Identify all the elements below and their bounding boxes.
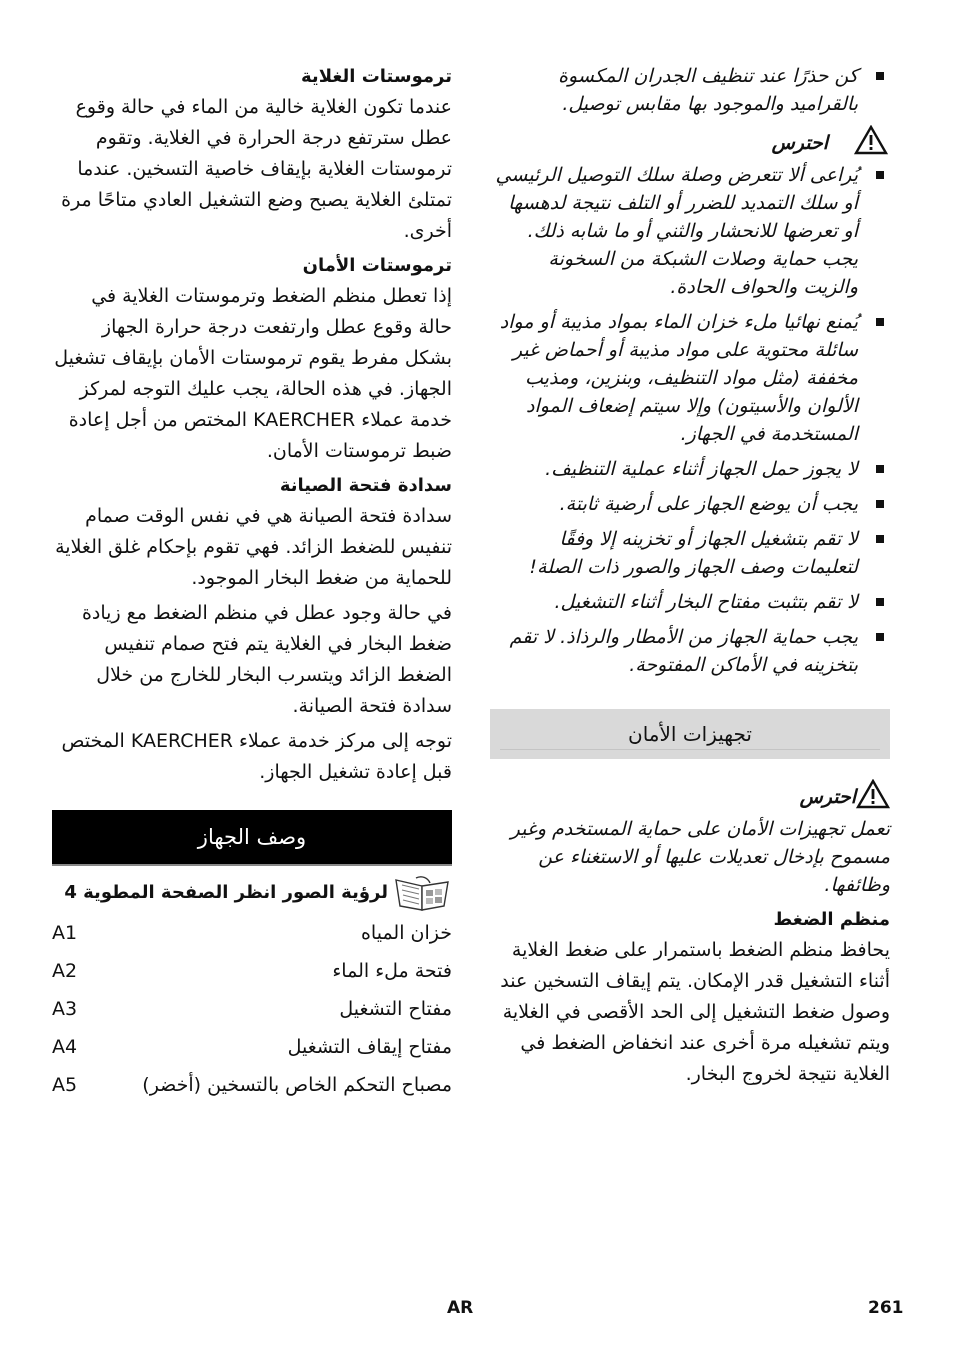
- part-code: A1: [52, 922, 78, 944]
- part-name: خزان المياه: [360, 922, 452, 944]
- warning-notice: [490, 125, 890, 161]
- list-item: يُمنع نهائيا ملء خزان الماء بمواد مذيبة أو مواد سائلة محتوية على مواد مذيبة أو أحماض غير مخففة (مثل مواد التنظيف، وبنزين، ومذيب الألوان والأسيتون) وإلا سيتم إضعاف المواد المستخدمة في الجهاز.: [490, 308, 890, 448]
- warning-bullet-list: [490, 161, 890, 679]
- table-row: [52, 1028, 452, 1066]
- right-column: [490, 62, 890, 1094]
- list-item: لا تقم بتثبت مفتاح البخار أثناء التشغيل.: [490, 588, 890, 616]
- parts-table: [52, 914, 452, 1104]
- list-item: يجب أن يوضع الجهاز على أرضية ثابتة.: [490, 490, 890, 518]
- part-code: A5: [52, 1074, 78, 1096]
- table-row: [52, 1066, 452, 1104]
- see-figures-note: [52, 874, 452, 912]
- language-code: AR: [447, 1298, 474, 1318]
- divider: [500, 749, 880, 750]
- safety-warning-notice: [490, 779, 890, 815]
- open-book-icon: [392, 876, 452, 912]
- pressure-regulator-heading: منظم الضغط: [773, 909, 890, 930]
- table-row: [52, 952, 452, 990]
- left-column: [52, 62, 452, 1104]
- safety-thermostat-text: إذا تعطل منظم الضغط وترموستات الغلاية في حالة وقوع عطل وارتفعت درجة حرارة الجهاز بشكل مفرط يقوم ترموستات الأمان بإيقاف تشغيل الجهاز. في هذه الحالة، يجب عليك التوجه لمركز خدمة عملاء KAERCHER المختص من أجل إعادة ضبط ترموستات الأمان.: [54, 285, 452, 462]
- see-figures-text: لرؤية الصور انظر الصفحة المطوية 4: [64, 882, 388, 903]
- part-code: A2: [52, 960, 78, 982]
- warning-triangle-icon: [856, 779, 890, 809]
- list-item: يجب حماية الجهاز من الأمطار والرذاذ. لا تقم بتخزينه في الأماكن المفتوحة.: [490, 623, 890, 679]
- pressure-regulator-text: يحافظ منظم الضغط باستمرار على ضغط الغلاية أثناء التشغيل قدر الإمكان. يتم إيقاف التسخين عند وصول ضغط التشغيل إلى الحد الأقصى في الغلاية ويتم تشغيله مرة أخرى عند انخفاض الضغط في الغلاية نتيجة لخروج البخار.: [500, 939, 890, 1085]
- part-name: مصباح التحكم الخاص بالتسخين (أخضر): [142, 1074, 452, 1096]
- device-description-header: وصف الجهاز: [52, 810, 452, 864]
- warning-label: احترس: [771, 132, 828, 154]
- part-code: A4: [52, 1036, 78, 1058]
- list-item: كن حذرًا عند تنظيف الجدران المكسوة بالقراميد والموجود بها مقابس توصيل.: [490, 62, 890, 118]
- list-item: لا تقم بتشغيل الجهاز أو تخزينه إلا وفقًا لتعليمات وصف الجهاز والصور ذات الصلة!: [490, 525, 890, 581]
- maintenance-cap-text: في حالة وجود عطل في منظم الضغط مع زيادة ضغط البخار في الغلاية يتم فتح صمام تنفيس الضغط الزائد ويتسرب البخار للخارج من خلال سدادة فتحة الصيانة.: [81, 602, 452, 717]
- table-row: [52, 914, 452, 952]
- boiler-thermostat-text: عندما تكون الغلاية خالية من الماء في حالة وقوع عطل سترتفع درجة الحرارة في الغلاية. وتقوم ترموستات الغلاية بإيقاف خاصية التسخين. عندما تمتلئ الغلاية يصبح وضع التشغيل العادي متاحًا مرة أخرى.: [61, 96, 452, 242]
- safety-warning-text: تعمل تجهيزات الأمان على حماية المستخدم وغير مسموح بإدخال تعديلات عليها أو الاستغناء عن وظائفها.: [510, 818, 890, 896]
- safety-thermostat-heading: ترموستات الأمان: [302, 255, 452, 276]
- page-number: 261: [868, 1298, 904, 1318]
- maintenance-cap-text: سدادة فتحة الصيانة هي في نفس الوقت صمام تنفيس للضغط الزائد. فهي تقوم بإحكام غلق الغلاية للحماية من ضغط البخار الموجود.: [55, 505, 452, 589]
- warning-label: احترس: [799, 786, 856, 808]
- part-name: مفتاح إيقاف التشغيل: [287, 1036, 452, 1058]
- safety-section-header: [490, 709, 890, 761]
- top-bullet-list: [490, 62, 890, 118]
- list-item: لا يجوز حمل الجهاز أثناء عملية التنظيف.: [490, 455, 890, 483]
- part-code: A3: [52, 998, 78, 1020]
- part-name: فتحة ملء الماء: [332, 960, 452, 982]
- part-name: مفتاح التشغيل: [339, 998, 452, 1020]
- warning-triangle-icon: [854, 125, 888, 155]
- boiler-thermostat-heading: ترموستات الغلاية: [301, 66, 452, 87]
- section-title: تجهيزات الأمان: [628, 722, 752, 746]
- maintenance-cap-heading: سدادة فتحة الصيانة: [279, 475, 452, 496]
- table-row: [52, 990, 452, 1028]
- list-item: يُراعى ألا تتعرض وصلة سلك التوصيل الرئيسي أو سلك التمديد للضرر أو التلف نتيجة لدهسها أو تعرضها للانحشار والثني أو ما شابه ذلك. يجب حماية وصلات الشبكة من السخونة والزيت والحواف الحادة.: [490, 161, 890, 301]
- divider: [52, 864, 452, 866]
- maintenance-cap-text: توجه إلى مركز خدمة عملاء KAERCHER المختص قبل إعادة تشغيل الجهاز.: [61, 730, 452, 783]
